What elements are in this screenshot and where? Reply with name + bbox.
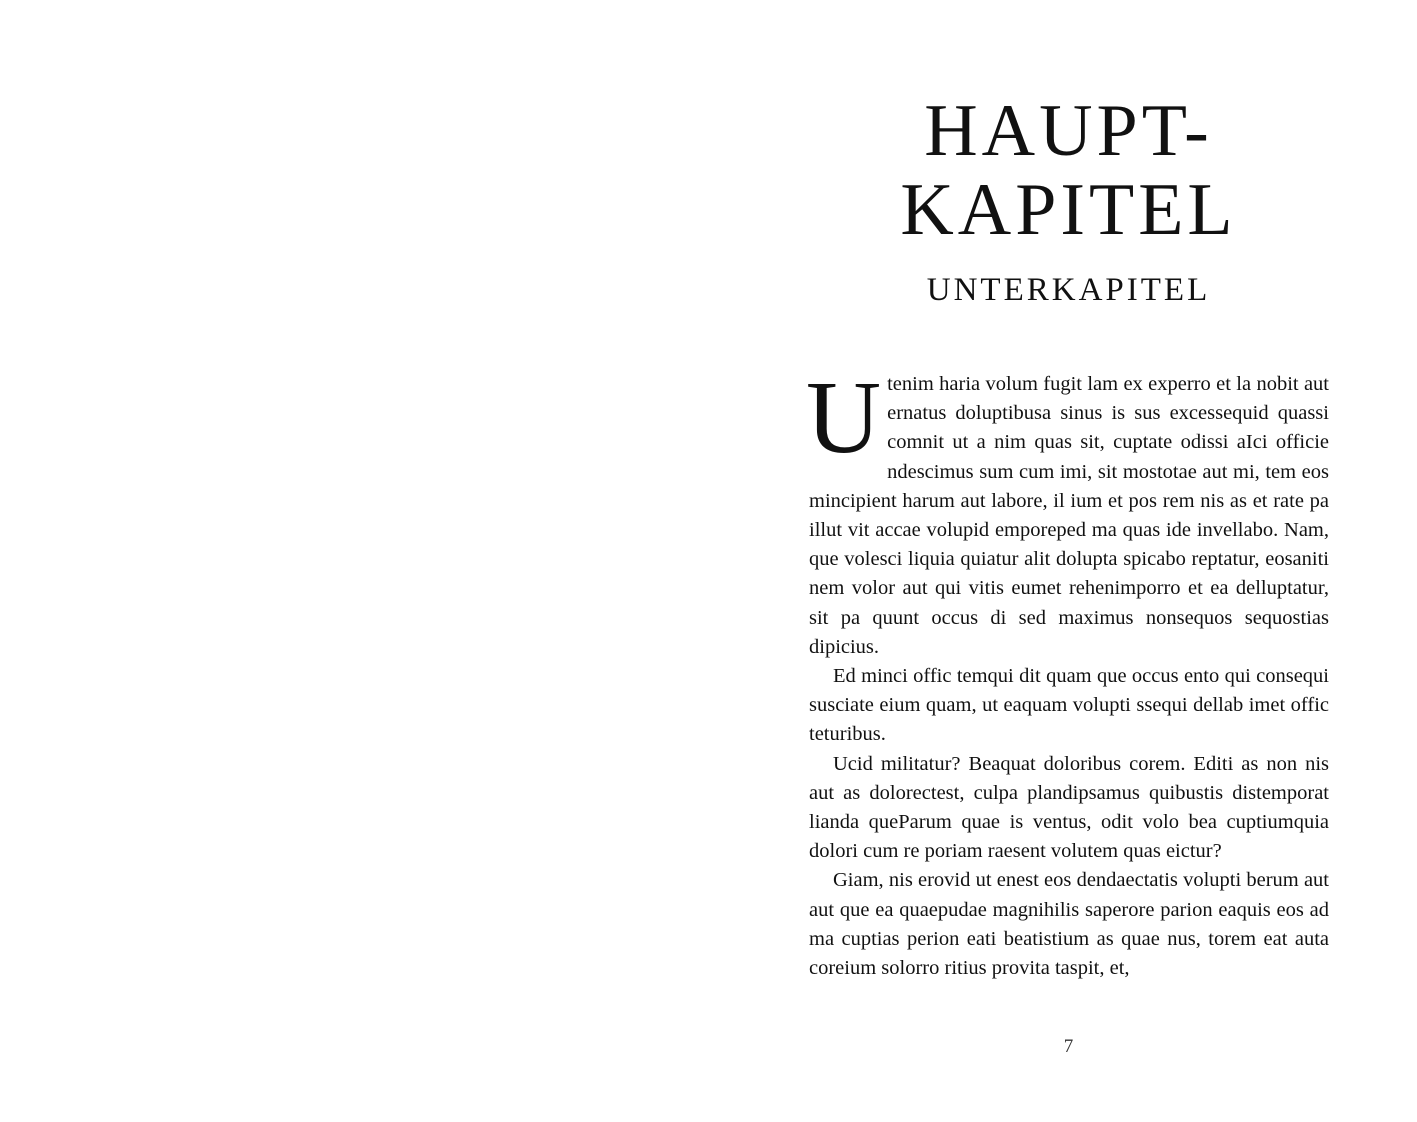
paragraph-3: Ucid militatur? Beaquat doloribus corem. Editi as non nis aut as dolorectest, culpa plandipsamus quibustis distemporat lianda queParum quae is ventus, odit volo bea cuptiumquia dolori cum re poriam raesent volutem quas eictur? xyxy=(809,752,1329,863)
drop-cap: U xyxy=(806,360,882,475)
paragraph-2: Ed minci offic temqui dit quam que occus ento qui consequi susciate eium quam, ut eaquam volupti ssequi dellab imet offic teturibus. xyxy=(809,665,1329,746)
right-page xyxy=(708,0,1417,1122)
chapter-heading xyxy=(808,92,1329,310)
left-page-blank xyxy=(0,0,708,1122)
page-number: 7 xyxy=(1063,1036,1074,1057)
body-text xyxy=(806,360,1329,983)
paragraph-1-text: tenim haria volum fugit lam ex experro et la nobit aut ernatus doluptibusa sinus is sus excessequid quassi comnit ut a nim quas sit, cuptate odissi aIci officie ndescimus sum cum imi, sit mostotae aut mi, tem eos mincipient harum aut labore, il ium et pos rem nis as et rate pa illut vit accae volupid emporeped ma quas ide invellabo. Nam, que volesci liquia quiatur alit dolupta spicabo reptatur, eosaniti nem volor aut qui vitis eumet rehenimporro et ea delluptatur, sit pa quunt occus di sed maximus nonsequos sequostias dipicius. xyxy=(809,373,1329,658)
chapter-title xyxy=(808,92,1329,250)
subchapter-title: UNTERKAPITEL xyxy=(926,272,1211,308)
paragraph-4: Giam, nis erovid ut enest eos dendaectatis volupti berum aut aut que ea quaepudae magnihilis saperore parion eaquis eos ad ma cuptias perion eati beatistium as quae nus, torem eat auta coreium solorro ritius provita taspit, et, xyxy=(809,869,1329,980)
chapter-title-line-1: HAUPT- xyxy=(924,90,1213,172)
paragraph-1 xyxy=(806,360,1329,662)
chapter-title-line-2: KAPITEL xyxy=(900,169,1237,251)
